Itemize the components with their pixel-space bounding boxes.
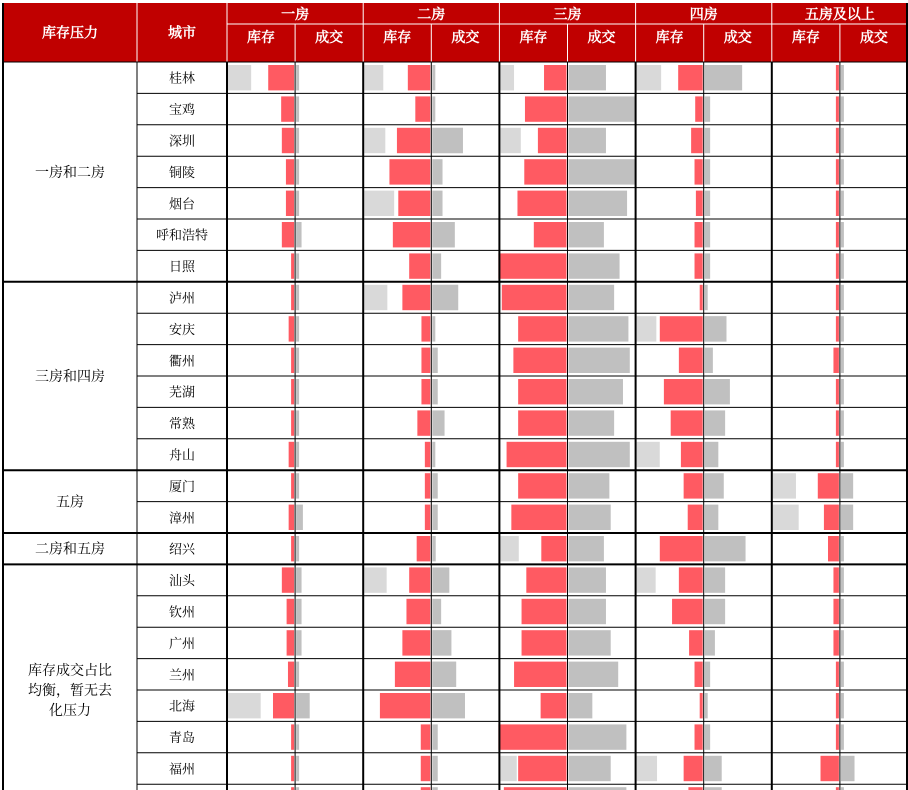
- inventory-bar: [518, 473, 566, 498]
- inventory-bar: [679, 348, 703, 373]
- deal-bar: [705, 536, 746, 561]
- deal-bar: [841, 348, 844, 373]
- inventory-bar: [498, 253, 566, 278]
- inventory-bar: [282, 128, 294, 153]
- city-label: 深圳: [168, 134, 196, 150]
- inventory-bar: [836, 442, 839, 467]
- inventory-bar: [421, 316, 430, 341]
- deal-bar: [432, 693, 465, 718]
- city-label: 泸州: [168, 291, 196, 307]
- deal-bar: [432, 159, 442, 184]
- inventory-bar: [286, 191, 294, 216]
- header-city: 城市: [168, 25, 196, 42]
- header-deal-label: 成交: [859, 30, 888, 46]
- deal-bar: [841, 285, 844, 310]
- inventory-bar: [273, 693, 294, 718]
- inventory-bar: [836, 253, 839, 278]
- cell-band: [364, 567, 386, 592]
- header-pressure: 库存压力: [42, 25, 98, 42]
- inventory-bar: [415, 96, 430, 121]
- city-label: 钦州: [168, 605, 196, 621]
- cell-band: [228, 693, 261, 718]
- deal-bar: [432, 505, 437, 530]
- inventory-bar: [425, 473, 430, 498]
- inventory-bar: [695, 222, 703, 247]
- inventory-bar: [289, 442, 294, 467]
- inventory-bar: [836, 316, 839, 341]
- deal-bar: [569, 536, 604, 561]
- inventory-bar: [833, 599, 838, 624]
- deal-bar: [705, 65, 742, 90]
- deal-bar: [705, 222, 710, 247]
- deal-bar: [841, 599, 844, 624]
- deal-bar: [841, 442, 844, 467]
- deal-bar: [296, 536, 299, 561]
- inventory-bar: [425, 442, 430, 467]
- header-inventory-label: 库存: [519, 30, 548, 46]
- inventory-bar: [660, 536, 703, 561]
- header-inventory-label: 库存: [383, 30, 412, 46]
- deal-bar: [296, 505, 303, 530]
- header-inventory-label: 库存: [247, 30, 276, 46]
- inventory-bar: [282, 567, 294, 592]
- inventory-bar: [517, 191, 566, 216]
- inventory-bar: [684, 473, 703, 498]
- deal-bar: [432, 128, 463, 153]
- deal-bar: [296, 410, 299, 435]
- inventory-bar: [836, 222, 839, 247]
- inventory-bar: [286, 159, 294, 184]
- deal-bar: [296, 630, 301, 655]
- deal-bar: [569, 693, 593, 718]
- cell-band: [637, 316, 657, 341]
- deal-bar: [296, 756, 299, 781]
- deal-bar: [841, 191, 844, 216]
- inventory-bar: [409, 253, 430, 278]
- inventory-bar: [833, 567, 838, 592]
- deal-bar: [569, 222, 604, 247]
- group-label: 一房和二房: [35, 164, 105, 181]
- inventory-bar: [291, 379, 294, 404]
- deal-bar: [569, 724, 627, 749]
- deal-bar: [705, 191, 710, 216]
- city-label: 福州: [168, 762, 196, 778]
- deal-bar: [705, 567, 725, 592]
- deal-bar: [705, 316, 727, 341]
- deal-bar: [705, 505, 719, 530]
- inventory-bar: [398, 191, 430, 216]
- deal-bar: [432, 756, 437, 781]
- cell-band: [500, 536, 518, 561]
- header-inventory-label: 库存: [791, 30, 820, 46]
- inventory-bar: [541, 693, 567, 718]
- inventory-bar: [291, 756, 294, 781]
- inventory-bar: [518, 756, 566, 781]
- deal-bar: [569, 348, 630, 373]
- group-label: 五房: [56, 494, 84, 511]
- inventory-bar: [833, 348, 838, 373]
- deal-bar: [432, 348, 437, 373]
- deal-bar: [841, 756, 855, 781]
- cell-band: [228, 65, 251, 90]
- deal-bar: [296, 285, 299, 310]
- deal-bar: [569, 65, 606, 90]
- inventory-bar: [406, 599, 430, 624]
- deal-bar: [841, 222, 844, 247]
- inventory-bar: [389, 159, 430, 184]
- deal-bar: [432, 222, 454, 247]
- deal-bar: [569, 379, 623, 404]
- deal-bar: [296, 442, 299, 467]
- deal-bar: [432, 662, 456, 687]
- deal-bar: [705, 96, 710, 121]
- inventory-bar: [522, 630, 567, 655]
- inventory-bar: [700, 693, 703, 718]
- inventory-bar: [695, 724, 703, 749]
- deal-bar: [432, 724, 437, 749]
- deal-bar: [841, 410, 844, 435]
- deal-bar: [296, 65, 299, 90]
- deal-bar: [296, 599, 301, 624]
- deal-bar: [569, 442, 630, 467]
- city-label: 青岛: [168, 731, 196, 747]
- inventory-bar: [409, 567, 430, 592]
- inventory-bar: [498, 724, 566, 749]
- inventory-bar: [291, 473, 294, 498]
- deal-bar: [705, 128, 710, 153]
- inventory-bar: [417, 536, 431, 561]
- deal-bar: [432, 96, 435, 121]
- inventory-bar: [393, 222, 430, 247]
- deal-bar: [569, 567, 606, 592]
- cell-band: [637, 756, 657, 781]
- inventory-bar: [534, 222, 567, 247]
- deal-bar: [432, 567, 449, 592]
- inventory-bar: [836, 693, 839, 718]
- deal-bar: [569, 410, 615, 435]
- inventory-bar: [522, 599, 567, 624]
- inventory-bar: [268, 65, 294, 90]
- inventory-bar: [518, 316, 566, 341]
- deal-bar: [569, 191, 628, 216]
- deal-bar: [841, 505, 853, 530]
- deal-bar: [569, 159, 636, 184]
- inventory-bar: [289, 316, 294, 341]
- header-room-type: 三房: [553, 7, 582, 23]
- deal-bar: [432, 599, 441, 624]
- city-label: 芜湖: [168, 385, 196, 401]
- inventory-bar: [281, 96, 294, 121]
- inventory-bar: [525, 96, 567, 121]
- inventory-bar: [380, 693, 430, 718]
- inventory-bar: [502, 285, 567, 310]
- city-label: 桂林: [168, 71, 196, 87]
- inventory-bar: [688, 505, 703, 530]
- deal-bar: [841, 159, 844, 184]
- deal-bar: [296, 379, 299, 404]
- inventory-bar: [681, 442, 703, 467]
- city-label: 铜陵: [168, 165, 196, 181]
- header-deal-label: 成交: [315, 30, 344, 46]
- inventory-bar: [544, 65, 566, 90]
- cell-band: [500, 128, 520, 153]
- inventory-bar: [828, 536, 839, 561]
- city-label: 绍兴: [168, 542, 196, 558]
- inventory-bar: [836, 410, 839, 435]
- inventory-bar: [836, 191, 839, 216]
- deal-bar: [841, 630, 844, 655]
- group-label: 均衡，暂无去: [28, 683, 112, 699]
- inventory-bar: [695, 662, 703, 687]
- inventory-bar: [695, 253, 703, 278]
- deal-bar: [705, 253, 710, 278]
- deal-bar: [296, 96, 299, 121]
- deal-bar: [841, 724, 844, 749]
- inventory-bar: [660, 316, 703, 341]
- inventory-bar: [824, 505, 839, 530]
- header-room-type: 二房: [417, 7, 446, 23]
- inventory-bar: [836, 662, 839, 687]
- deal-bar: [569, 96, 636, 121]
- deal-bar: [841, 253, 844, 278]
- deal-bar: [705, 630, 715, 655]
- deal-bar: [569, 756, 611, 781]
- deal-bar: [296, 662, 299, 687]
- group-label: 二房和五房: [35, 541, 105, 558]
- deal-bar: [432, 316, 435, 341]
- deal-bar: [432, 285, 458, 310]
- inventory-bar: [421, 756, 431, 781]
- deal-bar: [841, 379, 844, 404]
- inventory-bar: [395, 662, 430, 687]
- inventory-bar: [538, 128, 567, 153]
- deal-bar: [569, 662, 619, 687]
- inventory-bar: [282, 222, 294, 247]
- deal-bar: [705, 379, 730, 404]
- header-inventory-label: 库存: [655, 30, 684, 46]
- inventory-bar: [291, 285, 294, 310]
- deal-bar: [296, 159, 299, 184]
- group-label: 三房和四房: [35, 369, 105, 385]
- deal-bar: [841, 316, 844, 341]
- deal-bar: [569, 128, 606, 153]
- header-room-type: 一房: [281, 7, 310, 23]
- inventory-bar: [833, 630, 838, 655]
- cell-band: [773, 473, 796, 498]
- header-room-type: 五房及以上: [804, 7, 875, 23]
- deal-bar: [705, 285, 708, 310]
- inventory-bar: [691, 128, 703, 153]
- inventory-bar: [291, 253, 294, 278]
- deal-bar: [705, 662, 710, 687]
- cell-band: [364, 191, 394, 216]
- deal-bar: [296, 348, 299, 373]
- city-label: 厦门: [168, 479, 196, 495]
- group-label: 库存成交占比: [28, 663, 112, 679]
- inventory-bar: [511, 505, 566, 530]
- deal-bar: [569, 505, 611, 530]
- inventory-bar: [836, 379, 839, 404]
- header-deal-label: 成交: [451, 30, 480, 46]
- inventory-bar: [402, 630, 430, 655]
- city-label: 日照: [168, 260, 196, 276]
- deal-bar: [296, 128, 299, 153]
- deal-bar: [432, 630, 451, 655]
- deal-bar: [432, 473, 437, 498]
- inventory-bar: [836, 159, 839, 184]
- city-label: 常熟: [168, 417, 196, 433]
- inventory-bar: [417, 410, 430, 435]
- city-label: 汕头: [168, 574, 196, 590]
- inventory-bar: [421, 379, 430, 404]
- inventory-bar: [289, 505, 294, 530]
- deal-bar: [841, 567, 844, 592]
- deal-bar: [705, 693, 708, 718]
- deal-bar: [432, 191, 442, 216]
- deal-bar: [569, 316, 629, 341]
- city-label: 漳州: [168, 511, 196, 527]
- cell-band: [364, 128, 385, 153]
- deal-bar: [705, 473, 724, 498]
- group-label: 化压力: [49, 703, 91, 719]
- deal-bar: [705, 599, 725, 624]
- deal-bar: [705, 159, 710, 184]
- deal-bar: [569, 599, 606, 624]
- inventory-bar: [518, 379, 566, 404]
- inventory-bar: [524, 159, 566, 184]
- cell-band: [364, 65, 383, 90]
- deal-bar: [705, 724, 710, 749]
- deal-bar: [296, 473, 299, 498]
- header-deal-label: 成交: [723, 30, 752, 46]
- deal-bar: [841, 536, 844, 561]
- inventory-bar: [291, 348, 294, 373]
- inventory-bar: [695, 159, 703, 184]
- cell-band: [637, 65, 662, 90]
- inventory-bar: [836, 96, 839, 121]
- city-label: 衢州: [168, 354, 196, 370]
- deal-bar: [841, 662, 844, 687]
- city-label: 宝鸡: [168, 103, 196, 119]
- inventory-bar: [291, 410, 294, 435]
- inventory-bar: [291, 536, 294, 561]
- inventory-bar: [288, 662, 294, 687]
- deal-bar: [296, 222, 301, 247]
- city-label: 舟山: [168, 448, 196, 464]
- deal-bar: [705, 442, 719, 467]
- city-label: 北海: [168, 699, 196, 715]
- inventory-bar: [664, 379, 703, 404]
- inventory-bar: [836, 128, 839, 153]
- inventory-bar: [541, 536, 566, 561]
- deal-bar: [569, 473, 610, 498]
- inventory-bar: [689, 630, 703, 655]
- deal-bar: [569, 253, 620, 278]
- deal-bar: [705, 348, 713, 373]
- city-label: 烟台: [168, 197, 196, 213]
- inventory-bar: [291, 724, 294, 749]
- inventory-bar: [672, 599, 703, 624]
- cell-band: [500, 65, 514, 90]
- inventory-bar: [425, 505, 430, 530]
- deal-bar: [841, 473, 853, 498]
- deal-bar: [569, 630, 611, 655]
- deal-bar: [569, 285, 615, 310]
- inventory-bar: [518, 410, 566, 435]
- city-label: 兰州: [168, 668, 196, 684]
- deal-bar: [296, 693, 310, 718]
- city-label: 呼和浩特: [155, 228, 209, 244]
- deal-bar: [432, 253, 441, 278]
- inventory-bar: [818, 473, 839, 498]
- cell-band: [500, 756, 516, 781]
- inventory-bar: [421, 724, 431, 749]
- inventory-bar: [684, 756, 703, 781]
- inventory-bar: [696, 191, 703, 216]
- inventory-bar: [402, 285, 430, 310]
- inventory-bar: [671, 410, 703, 435]
- inventory-bar: [408, 65, 430, 90]
- deal-bar: [432, 379, 437, 404]
- inventory-bar: [836, 285, 839, 310]
- cell-band: [364, 285, 387, 310]
- inventory-bar: [836, 724, 839, 749]
- city-label: 安庆: [168, 322, 196, 338]
- inventory-bar: [397, 128, 430, 153]
- cell-band: [773, 505, 799, 530]
- deal-bar: [432, 410, 444, 435]
- inventory-bar: [287, 599, 294, 624]
- city-label: 广州: [168, 636, 196, 652]
- deal-bar: [432, 65, 435, 90]
- deal-bar: [432, 536, 435, 561]
- inventory-bar: [695, 96, 702, 121]
- inventory-bar: [513, 348, 566, 373]
- deal-bar: [705, 756, 722, 781]
- deal-bar: [841, 128, 844, 153]
- deal-bar: [841, 65, 844, 90]
- deal-bar: [841, 96, 844, 121]
- inventory-bar: [287, 630, 294, 655]
- deal-bar: [841, 693, 844, 718]
- header-deal-label: 成交: [587, 30, 616, 46]
- inventory-bar: [700, 285, 703, 310]
- deal-bar: [296, 191, 299, 216]
- deal-bar: [705, 410, 725, 435]
- deal-bar: [296, 316, 299, 341]
- inventory-bar: [821, 756, 839, 781]
- inventory-bar: [526, 567, 566, 592]
- deal-bar: [296, 253, 299, 278]
- header-room-type: 四房: [689, 7, 718, 23]
- deal-bar: [296, 724, 299, 749]
- inventory-bar: [514, 662, 566, 687]
- inventory-bar: [679, 567, 703, 592]
- deal-bar: [296, 567, 301, 592]
- inventory-bar: [421, 348, 430, 373]
- deal-bar: [432, 442, 435, 467]
- inventory-bar: [507, 442, 567, 467]
- inventory-bar: [678, 65, 703, 90]
- cell-band: [637, 442, 660, 467]
- cell-band: [637, 567, 656, 592]
- inventory-bar: [836, 65, 839, 90]
